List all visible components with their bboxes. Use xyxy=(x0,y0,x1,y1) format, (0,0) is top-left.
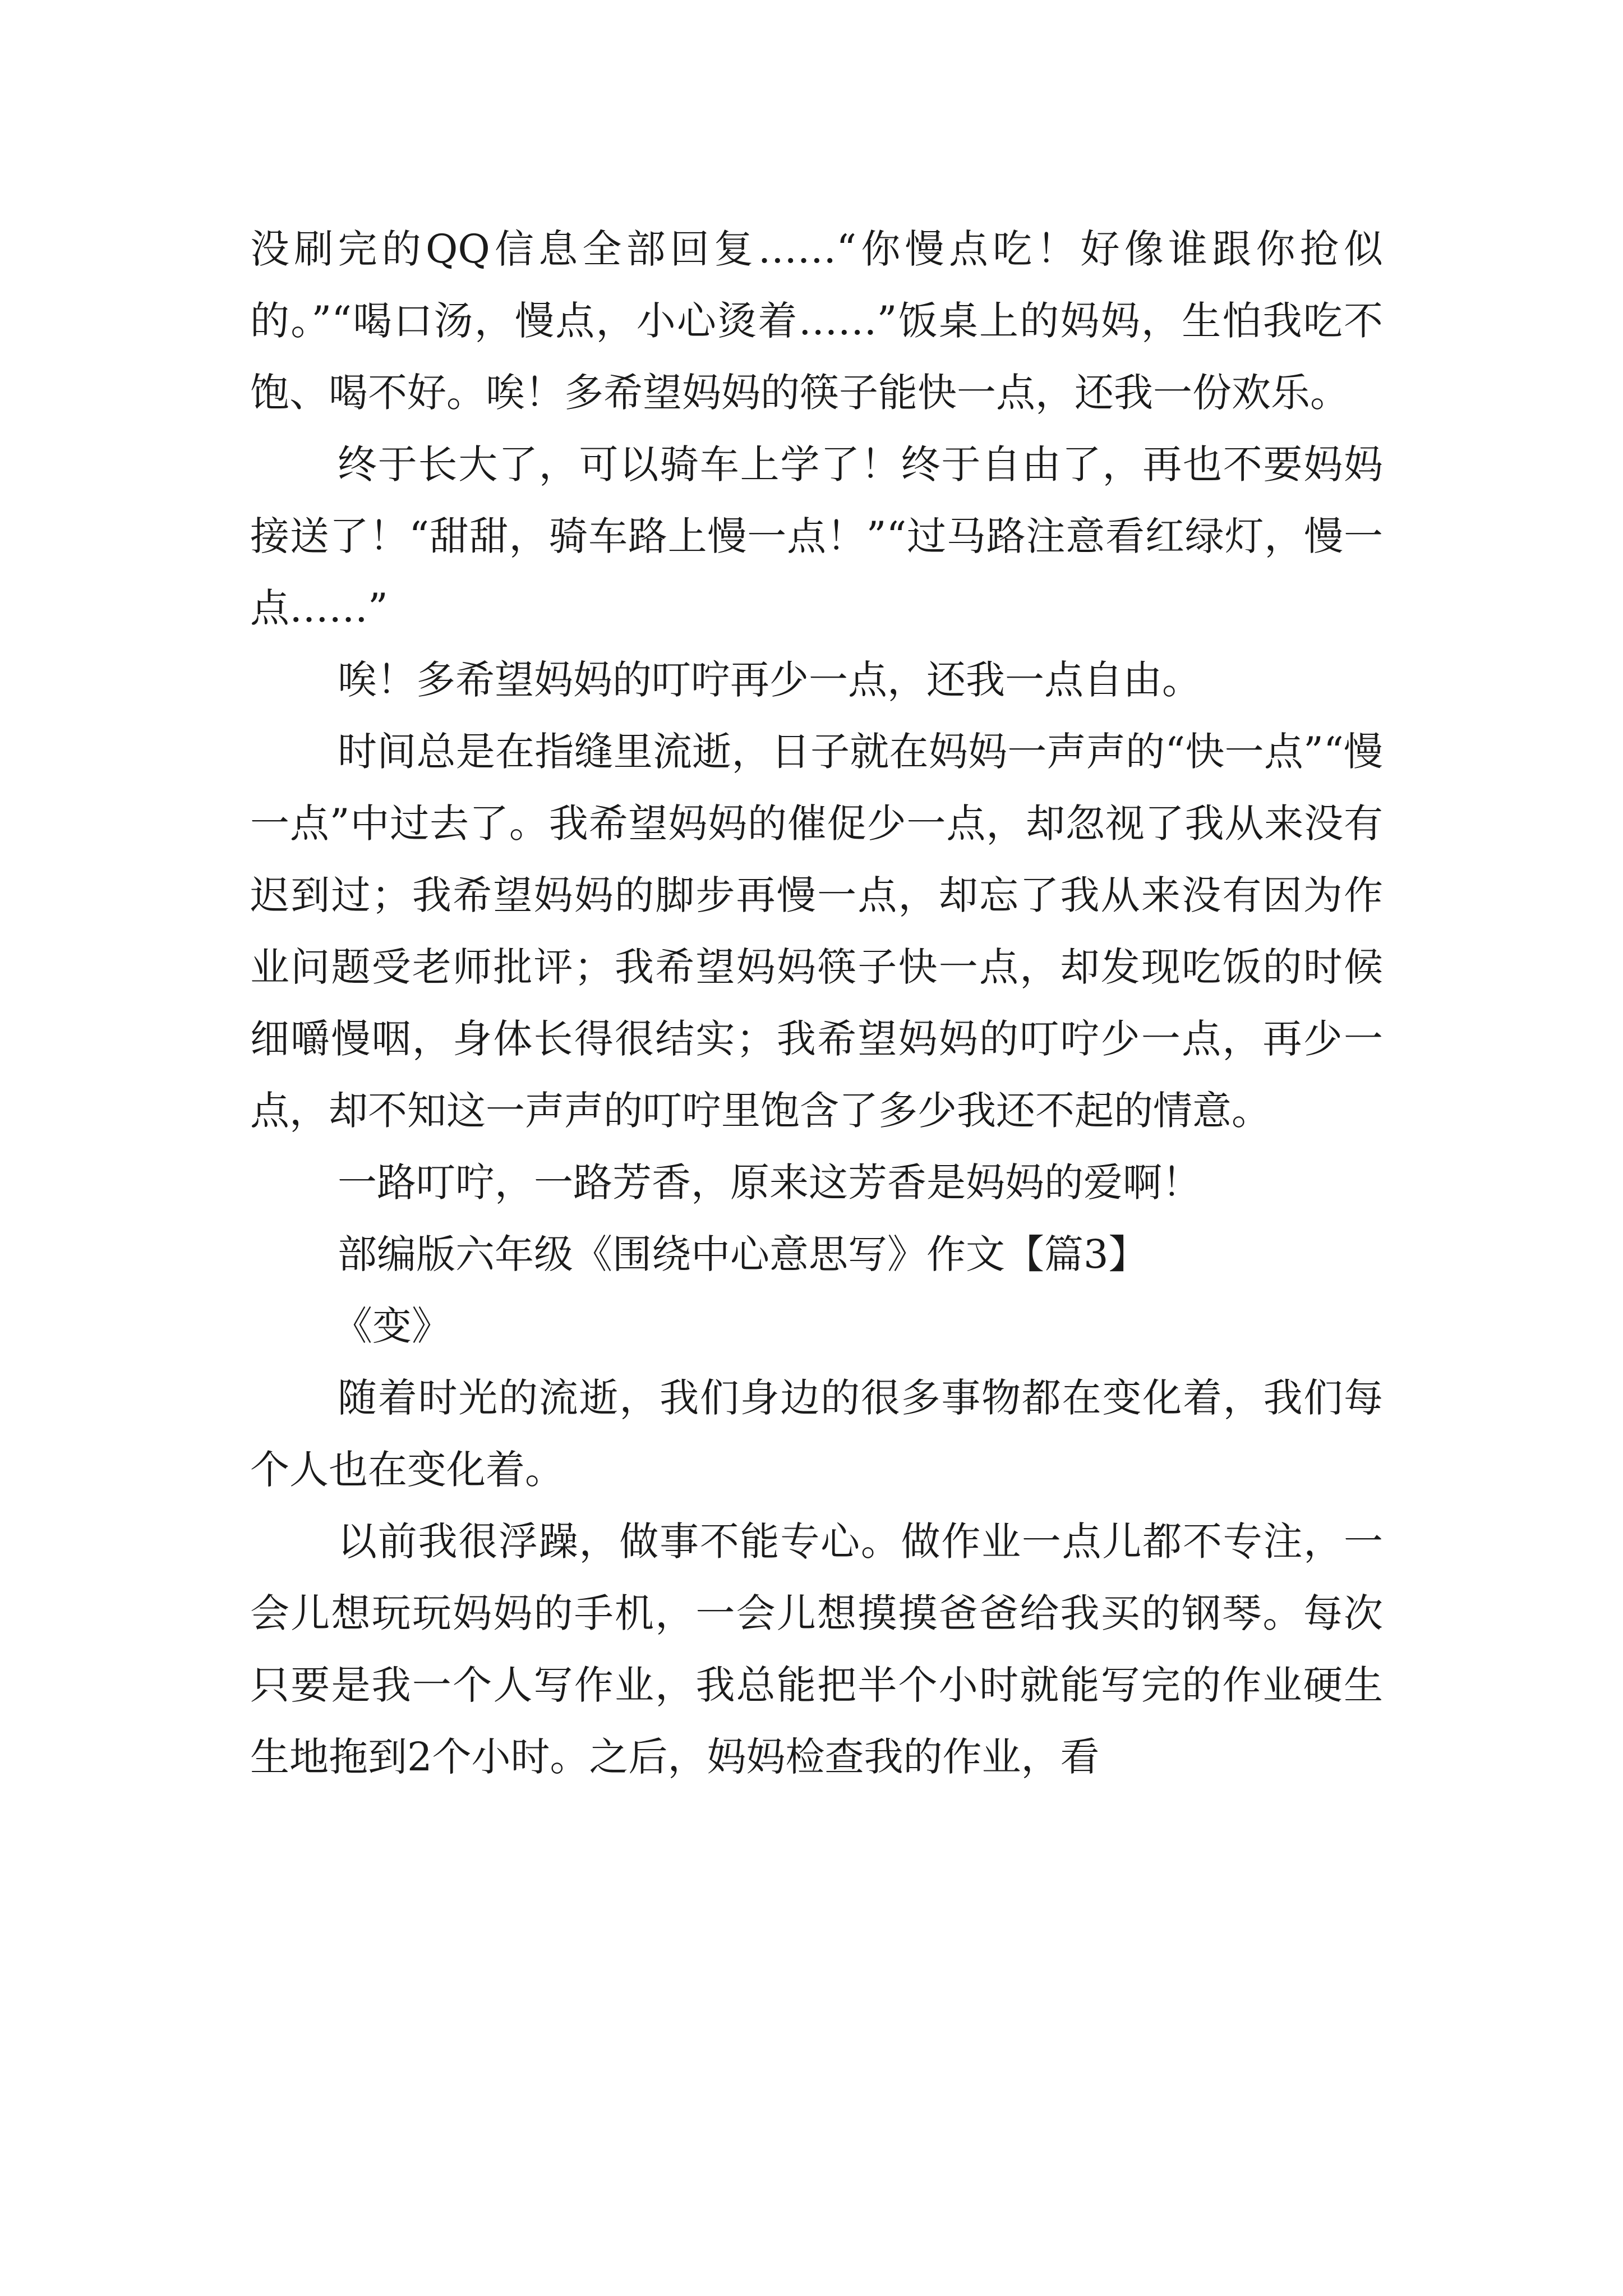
paragraph-continued: 没刷完的QQ信息全部回复……“你慢点吃！好像谁跟你抢似的。”“喝口汤，慢点，小心烫着……”饭桌上的妈妈，生怕我吃不饱、喝不好。唉！多希望妈妈的筷子能快一点，还我一份欢乐。 xyxy=(250,226,1383,416)
paragraph: 以前我很浮躁，做事不能专心。做作业一点儿都不专注，一会儿想玩玩妈妈的手机，一会儿想摸摸爸爸给我买的钢琴。每次只要是我一个人写作业，我总能把半个小时就能写完的作业硬生生地拖到2个小时。之后，妈妈检查我的作业，看 xyxy=(250,1519,1383,1780)
paragraph: 一路叮咛，一路芳香，原来这芳香是妈妈的爱啊！ xyxy=(338,1159,1201,1205)
paragraph: 唉！多希望妈妈的叮咛再少一点，还我一点自由。 xyxy=(338,657,1201,703)
essay-title: 《变》 xyxy=(333,1303,451,1349)
paragraph: 时间总是在指缝里流逝，日子就在妈妈一声声的“快一点”“慢一点”中过去了。我希望妈妈的催促少一点，却忽视了我从来没有迟到过；我希望妈妈的脚步再慢一点，却忘了我从来没有因为作业问题受老师批评；我希望妈妈筷子快一点，却发现吃饭的时候细嚼慢咽，身体长得很结实；我希望妈妈的叮咛少一点，再少一点，却不知这一声声的叮咛里饱含了多少我还不起的情意。 xyxy=(250,729,1383,1134)
paragraph: 随着时光的流逝，我们身边的很多事物都在变化着，我们每个人也在变化着。 xyxy=(250,1375,1383,1493)
section-heading: 部编版六年级《围绕中心意思写》作文【篇3】 xyxy=(338,1231,1148,1277)
document-body xyxy=(250,213,1383,1793)
paragraph: 终于长大了，可以骑车上学了！终于自由了，再也不要妈妈接送了！“甜甜，骑车路上慢一点！”“过马路注意看红绿灯，慢一点……” xyxy=(250,441,1383,631)
